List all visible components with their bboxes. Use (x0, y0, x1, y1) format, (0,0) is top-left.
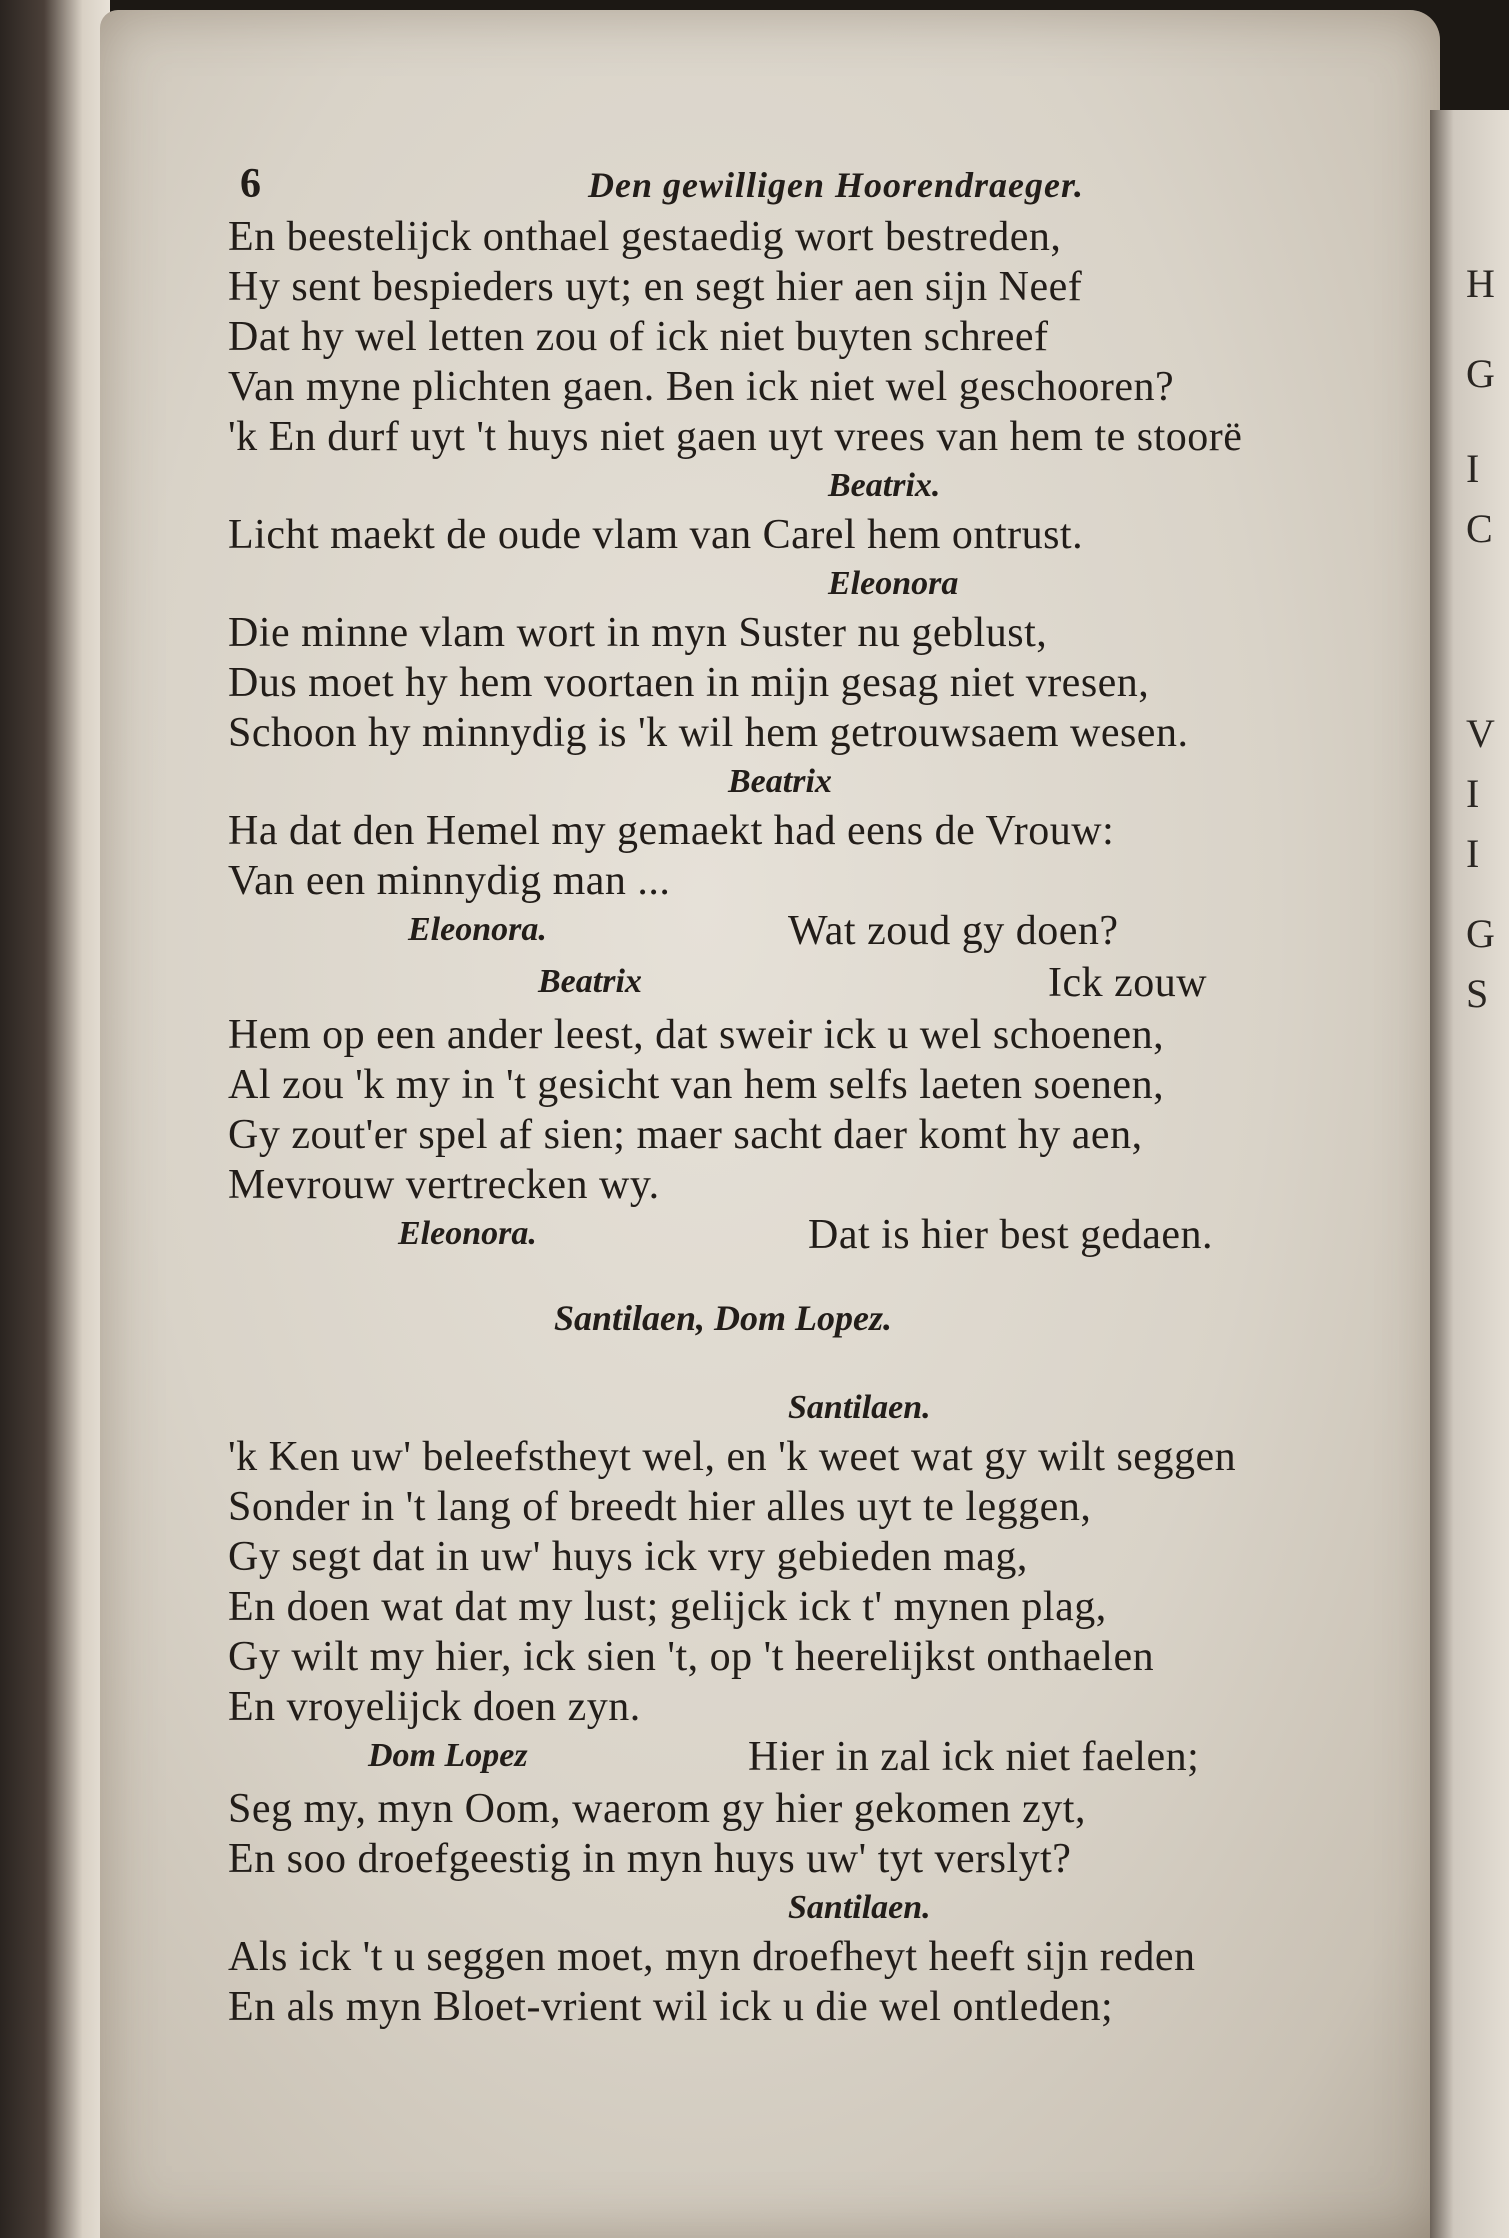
verse-line: Als ick 't u seggen moet, myn droefheyt heeft sijn reden (228, 1934, 1196, 1980)
speaker-name: Eleonora. (408, 911, 547, 948)
verse-line: En vroyelijck doen zyn. (228, 1684, 641, 1730)
speaker-name: Santilaen. (788, 1389, 931, 1426)
page-text (228, 160, 1428, 2032)
facing-page-fragment: G (1466, 351, 1495, 396)
verse-line: Die minne vlam wort in myn Suster nu geblust, (228, 610, 1048, 656)
facing-page-fragment: C (1466, 506, 1493, 551)
speaker-name: Dom Lopez (368, 1737, 528, 1774)
speaker-name: Eleonora (828, 565, 959, 602)
facing-page-fragment: G (1466, 911, 1495, 956)
speaker-name: Eleonora. (398, 1215, 537, 1252)
split-line (228, 958, 1428, 1010)
verse-line: Seg my, myn Oom, waerom gy hier gekomen zyt, (228, 1786, 1086, 1832)
page-header (228, 160, 1428, 212)
speaker-name: Beatrix. (828, 467, 941, 504)
facing-page-fragment: H (1466, 261, 1495, 306)
speaker-name: Santilaen. (788, 1889, 931, 1926)
verse-line: Dus moet hy hem voortaen in mijn gesag niet vresen, (228, 660, 1150, 706)
speaker-name: Beatrix (728, 763, 832, 800)
verse-line: Wat zoud gy doen? (788, 908, 1119, 954)
verse-line: Hem op een ander leest, dat sweir ick u wel schoenen, (228, 1012, 1165, 1058)
verse-line: En doen wat dat my lust; gelijck ick t' mynen plag, (228, 1584, 1107, 1630)
facing-page-fragment: I (1466, 446, 1480, 491)
verse-line: Al zou 'k my in 't gesicht van hem selfs laeten soenen, (228, 1062, 1165, 1108)
verse-line: Dat is hier best gedaen. (808, 1212, 1214, 1258)
verse-line: Hier in zal ick niet faelen; (748, 1734, 1200, 1780)
verse-line: Hy sent bespieders uyt; en segt hier aen sijn Neef (228, 264, 1083, 310)
book-left-edge (0, 0, 110, 2238)
verse-line: En soo droefgeestig in myn huys uw' tyt verslyt? (228, 1836, 1072, 1882)
verse-line: Gy segt dat in uw' huys ick vry gebieden mag, (228, 1534, 1028, 1580)
running-title: Den gewilligen Hoorendraeger. (588, 165, 1084, 205)
verse-line: Van een minnydig man ... (228, 858, 671, 904)
verse-line: En als myn Bloet-vrient wil ick u die wel ontleden; (228, 1984, 1114, 2030)
facing-page-fragment: V (1466, 711, 1495, 756)
split-line (228, 906, 1428, 958)
verse-line: 'k Ken uw' beleefstheyt wel, en 'k weet wat gy wilt seggen (228, 1434, 1237, 1480)
verse-line: Van myne plichten gaen. Ben ick niet wel geschooren? (228, 364, 1175, 410)
verse-line: Schoon hy minnydig is 'k wil hem getrouwsaem wesen. (228, 710, 1189, 756)
split-line (228, 1210, 1428, 1262)
scene-heading: Santilaen, Dom Lopez. (553, 1298, 893, 1338)
verse-line: Sonder in 't lang of breedt hier alles uyt te leggen, (228, 1484, 1092, 1530)
verse-line: Gy wilt my hier, ick sien 't, op 't heerelijkst onthaelen (228, 1634, 1155, 1680)
facing-page-fragment: S (1466, 971, 1489, 1016)
verse-line: 'k En durf uyt 't huys niet gaen uyt vrees van hem te stoorë (228, 414, 1243, 460)
page-number: 6 (240, 161, 261, 207)
verse-line: Ha dat den Hemel my gemaekt had eens de Vrouw: (228, 808, 1115, 854)
verse-line: Gy zout'er spel af sien; maer sacht daer komt hy aen, (228, 1112, 1143, 1158)
split-line (228, 1732, 1428, 1784)
verse-line: Ick zouw (1048, 960, 1208, 1006)
speaker-name: Beatrix (538, 963, 642, 1000)
verse-line: En beestelijck onthael gestaedig wort bestreden, (228, 214, 1062, 260)
verse-line: Mevrouw vertrecken wy. (228, 1162, 660, 1208)
facing-page-fragment: I (1466, 771, 1480, 816)
facing-page-fragment: I (1466, 831, 1480, 876)
facing-page-edge (1430, 110, 1509, 2238)
verse-line: Dat hy wel letten zou of ick niet buyten schreef (228, 314, 1049, 360)
verse-line: Licht maekt de oude vlam van Carel hem ontrust. (228, 512, 1084, 558)
